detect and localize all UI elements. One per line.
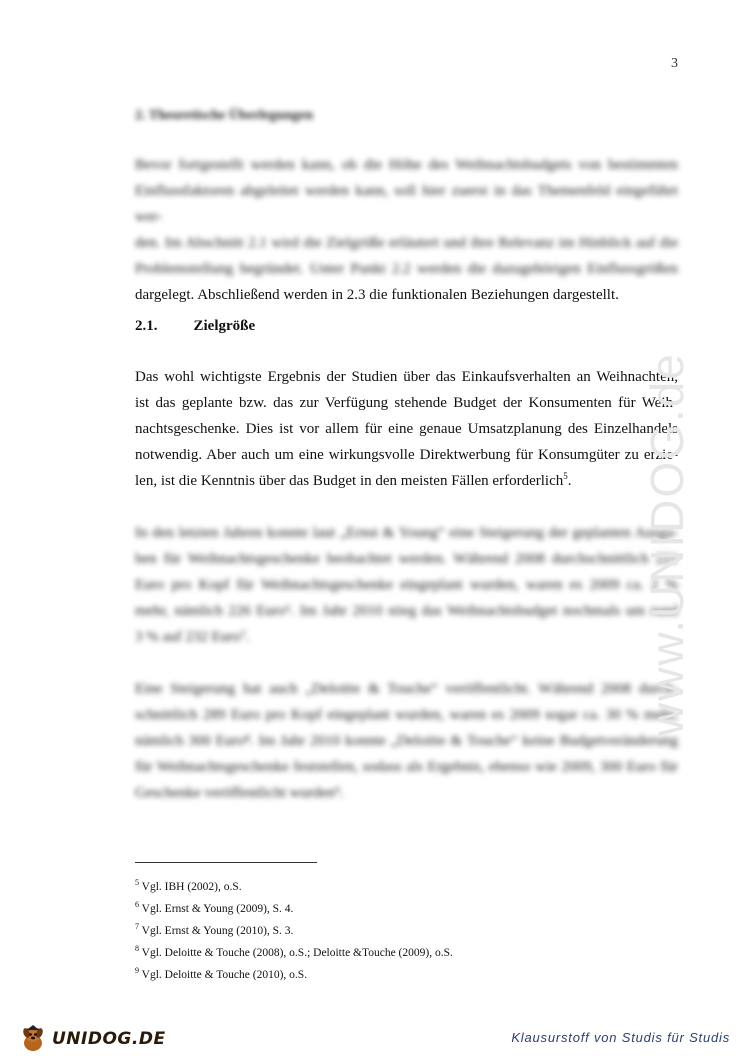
intro-line: Problemstellung begründet. Unter Punkt 2.2 werden die dazugehörigen Einflussgrößen: [135, 261, 678, 277]
footnote-text: Vgl. Deloitte & Touche (2008), o.S.; Deloitte &Touche (2009), o.S.: [141, 947, 453, 959]
subsection-heading: [135, 318, 255, 335]
paragraph-line: nachtsgeschenke. Dies ist vor allem für eine genaue Umsatzplanung des Einzelhandels: [135, 421, 678, 437]
footnote-item: [135, 876, 453, 898]
paragraph-line: schnittlich 289 Euro pro Kopf eingeplant wurden, waren es 2009 sogar ca. 30 % mehr,: [135, 707, 678, 723]
footnote-item: [135, 964, 453, 986]
intro-last-line: dargelegt. Abschließend werden in 2.3 die funktionalen Beziehungen dargestellt.: [135, 287, 619, 303]
page-number: 3: [671, 56, 678, 71]
ernst-young-paragraph: [135, 520, 678, 650]
logo-text: UNIDOG.DE: [52, 1029, 166, 1049]
intro-paragraph: [135, 152, 678, 308]
footnote-number: 8: [135, 944, 139, 954]
paragraph-last-end: .: [567, 473, 572, 489]
unidog-logo[interactable]: [18, 1024, 166, 1054]
footnote-text: Vgl. IBH (2002), o.S.: [141, 881, 242, 893]
paragraph-line: nämlich 300 Euro⁸. Im Jahr 2010 konnte „Deloitte & Touche“ keine Budgetveränderung: [135, 733, 678, 749]
paragraph-line: Eine Steigerung hat auch „Deloitte & Touche“ veröffentlicht. Während 2008 durch-: [135, 681, 678, 697]
paragraph-line: ist das geplante bzw. das zur Verfügung stehende Budget der Konsumenten für Weih-: [135, 395, 678, 411]
watermark: www.UNIDOG.de: [641, 352, 693, 736]
footnote-item: [135, 942, 453, 964]
footnote-item: [135, 898, 453, 920]
intro-line: Bevor fortgestellt werden kann, ob die Höhe des Weihnachtsbudgets von bestimmten: [135, 157, 678, 173]
subsection-title: Zielgröße: [193, 318, 256, 334]
paragraph-line: Geschenke veröffentlicht wurden⁹.: [135, 785, 344, 801]
paragraph-line: In den letzten Jahren konnte laut „Ernst & Young“ eine Steigerung der geplanten Ausga-: [135, 525, 678, 541]
zielgroesse-paragraph: [135, 364, 678, 494]
footnote-number: 9: [135, 966, 139, 976]
footer-tagline: Klausurstoff von Studis für Studis: [511, 1030, 730, 1045]
footnote-text: Vgl. Ernst & Young (2009), S. 4.: [141, 903, 294, 915]
paragraph-line: mehr, nämlich 226 Euro⁶. Im Jahr 2010 stieg das Weihnachtsbudget nochmals um rund: [135, 603, 678, 619]
dog-icon: [18, 1024, 48, 1054]
footnote-number: 7: [135, 922, 139, 932]
subsection-number: 2.1.: [135, 318, 158, 334]
footnote-number: 6: [135, 900, 139, 910]
footnote-text: Vgl. Deloitte & Touche (2010), o.S.: [141, 969, 308, 981]
paragraph-last-line: [135, 468, 678, 494]
paragraph-line: Das wohl wichtigste Ergebnis der Studien über das Einkaufsverhalten an Weihnachten,: [135, 369, 678, 385]
footnote-ref: 5: [563, 471, 568, 481]
paragraph-line: 3 % auf 232 Euro⁷.: [135, 629, 250, 645]
footnote-number: 5: [135, 878, 139, 888]
footnote-divider: [135, 862, 317, 863]
footnote-item: [135, 920, 453, 942]
deloitte-paragraph: [135, 676, 678, 806]
paragraph-line: Euro pro Kopf für Weihnachtsgeschenke eingeplant wurden, waren es 2009 ca. 2 %: [135, 577, 678, 593]
section-heading: 2. Theoretische Überlegungen: [135, 108, 313, 123]
paragraph-last-text: len, ist die Kenntnis über das Budget in den meisten Fällen erforderlich: [135, 473, 564, 489]
paragraph-line: notwendig. Aber auch um eine wirkungsvolle Direktwerbung für Konsumgüter zu erzie-: [135, 447, 678, 463]
intro-line: Einflussfaktoren abgeleitet werden kann, soll hier zuerst in das Themenfeld eingeführt wer-: [135, 183, 678, 225]
footnotes: [135, 876, 453, 986]
paragraph-line: für Weihnachtsgeschenke feststellen, sodass als Ergebnis, ebenso wie 2009, 300 Euro für: [135, 759, 678, 775]
footer-bar: [0, 1020, 750, 1060]
paragraph-line: ben für Weihnachtsgeschenke beobachtet werden. Während 2008 durchschnittlich 221: [135, 551, 678, 567]
footnote-text: Vgl. Ernst & Young (2010), S. 3.: [141, 925, 294, 937]
intro-line: den. Im Abschnitt 2.1 wird die Zielgröße erläutert und ihre Relevanz im Hinblick auf die: [135, 235, 678, 251]
